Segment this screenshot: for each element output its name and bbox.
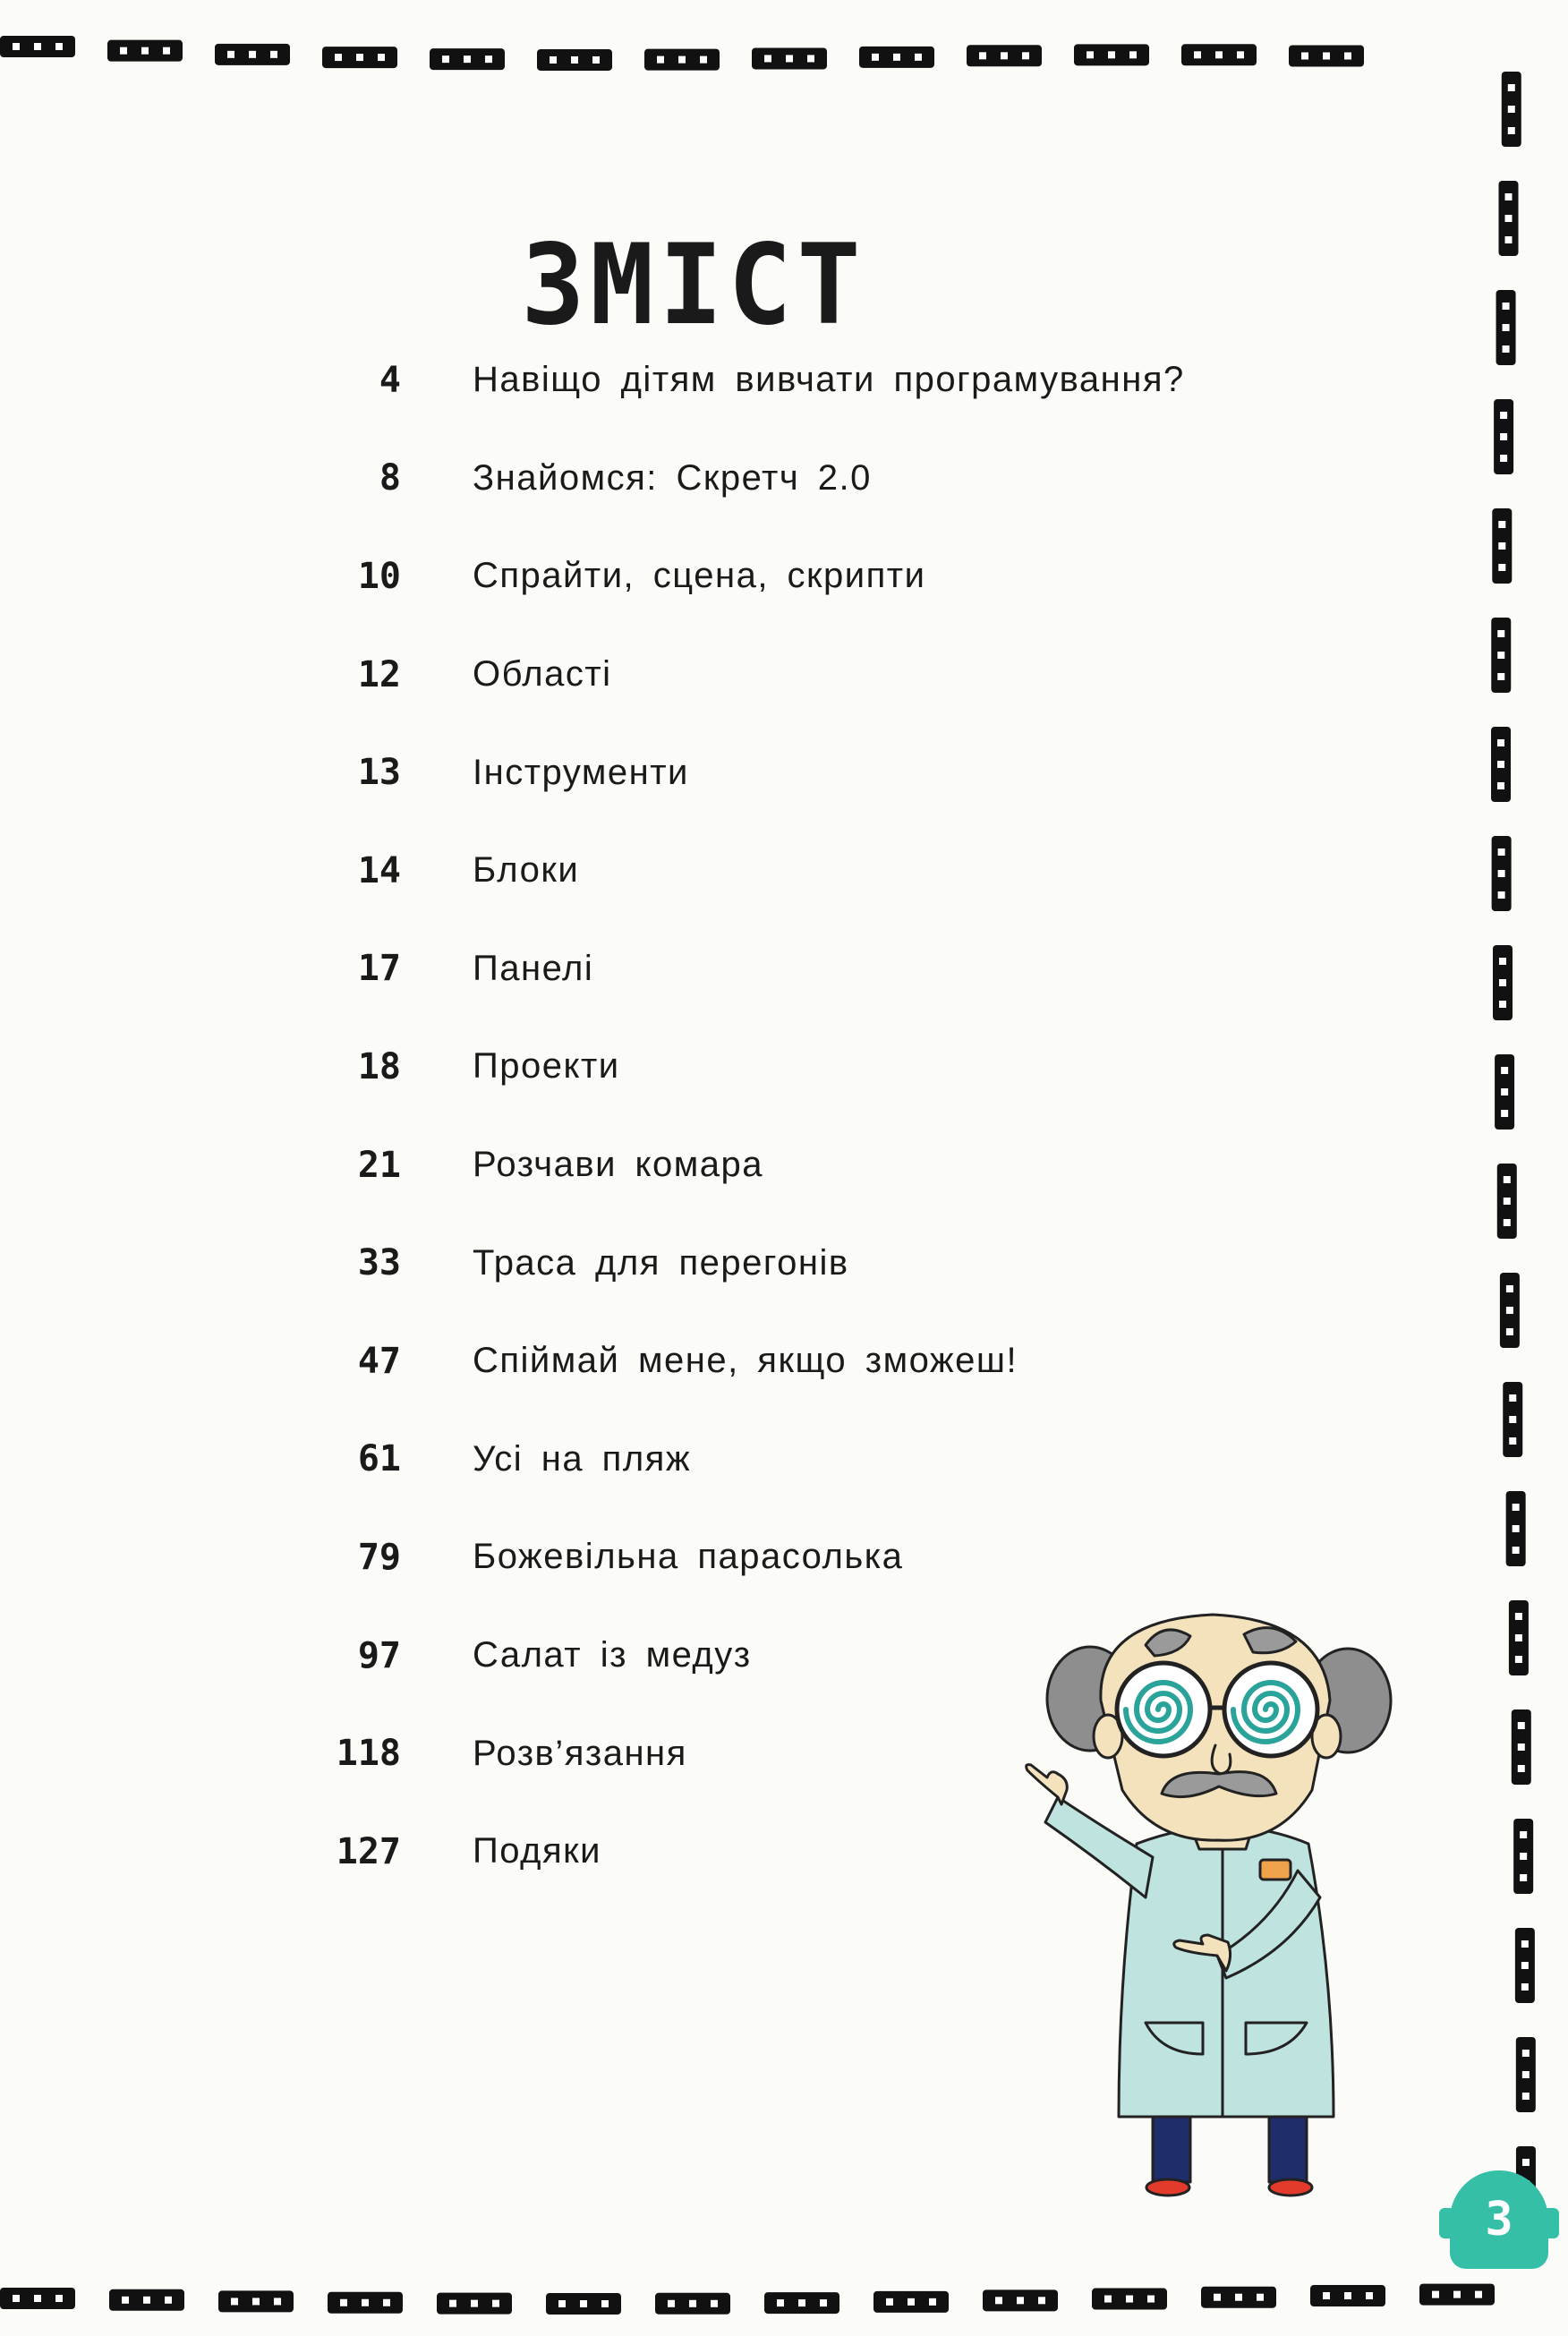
frame-segment: [109, 2289, 184, 2311]
frame-segment: [1492, 836, 1512, 911]
frame-segment: [1310, 2285, 1385, 2306]
frame-segment: [967, 45, 1042, 66]
frame-segment: [1503, 1382, 1522, 1457]
toc-row[interactable]: [322, 1312, 1217, 1411]
frame-segment: [1512, 1709, 1531, 1785]
frame-segment: [752, 47, 827, 69]
professor-shoe: [1146, 2179, 1189, 2195]
frame-segment: [107, 40, 183, 62]
toc-row[interactable]: [322, 1116, 1217, 1215]
toc-title: Усі на пляж: [473, 1438, 692, 1479]
frame-segment: [1509, 1600, 1529, 1675]
pointing-hand-icon: [1027, 1765, 1068, 1804]
toc-title: Спрайти, сцена, скрипти: [473, 556, 926, 596]
frame-segment: [1498, 181, 1518, 256]
frame-segment: [322, 47, 397, 68]
toc-page-number: 12: [357, 653, 401, 695]
toc-page-number: 8: [379, 457, 401, 499]
frame-segment: [0, 2288, 75, 2309]
toc-page-number: 14: [357, 849, 401, 891]
frame-segment: [1181, 44, 1257, 65]
toc-page-number: 4: [379, 359, 401, 401]
frame-segment: [1092, 2289, 1167, 2310]
toc-title: Знайомся: Скретч 2.0: [473, 457, 872, 498]
frame-segment: [218, 2290, 294, 2312]
frame-segment: [430, 48, 505, 70]
toc-title: Розв’язання: [473, 1733, 687, 1773]
toc-title: Салат із медуз: [473, 1635, 752, 1675]
frame-segment: [1491, 618, 1511, 693]
frame-segment: [1492, 508, 1512, 584]
badge-ear: [1543, 2208, 1559, 2238]
frame-segment: [873, 2291, 949, 2313]
toc-title: Панелі: [473, 948, 594, 988]
toc-page-number: 10: [357, 555, 401, 597]
toc-page-number: 21: [357, 1144, 401, 1186]
frame-segment: [1506, 1491, 1526, 1566]
toc-row[interactable]: [322, 1018, 1217, 1116]
page-number-badge: [1450, 2170, 1548, 2269]
frame-segment: [1502, 72, 1521, 147]
toc-page-number: 79: [357, 1536, 401, 1578]
toc-row[interactable]: [322, 1508, 1217, 1607]
toc-page-number: 13: [357, 752, 401, 794]
frame-segment: [1513, 1819, 1533, 1894]
frame-segment: [1074, 44, 1149, 65]
frame-segment: [1500, 1273, 1520, 1348]
frame-segment: [1289, 45, 1364, 66]
toc-title: Спіймай мене, якщо зможеш!: [473, 1341, 1018, 1381]
frame-segment: [764, 2292, 839, 2314]
toc-page-number: 61: [357, 1438, 401, 1480]
badge-ear: [1439, 2208, 1455, 2238]
professor-arm: [1045, 1797, 1153, 1897]
frame-segment: [1496, 290, 1516, 365]
toc-row[interactable]: [322, 1411, 1217, 1509]
toc-page-number: 17: [357, 948, 401, 990]
professor-illustration: [1011, 1602, 1459, 2211]
toc-page-number: 97: [357, 1634, 401, 1676]
frame-segment: [655, 2293, 730, 2315]
frame-segment: [1497, 1164, 1517, 1239]
professor-shoe: [1269, 2179, 1312, 2195]
toc-title: Навіщо дітям вивчати програмування?: [473, 360, 1185, 400]
toc-row[interactable]: [322, 527, 1217, 626]
toc-row[interactable]: [322, 822, 1217, 920]
frame-segment: [859, 47, 934, 68]
toc-page-number: 33: [357, 1242, 401, 1284]
toc-title: Розчави комара: [473, 1145, 763, 1185]
toc-title: Блоки: [473, 850, 580, 891]
page-number: 3: [1485, 2193, 1513, 2246]
frame-segment: [537, 49, 612, 71]
coat-logo-icon: [1260, 1860, 1291, 1880]
frame-segment: [1493, 945, 1513, 1020]
toc-row[interactable]: [322, 920, 1217, 1019]
frame-segment: [1201, 2287, 1276, 2308]
toc-title: Проекти: [473, 1046, 620, 1087]
toc-page-number: 18: [357, 1045, 401, 1087]
toc-row[interactable]: [322, 1214, 1217, 1312]
frame-segment: [1516, 2037, 1536, 2112]
frame-segment: [1515, 1928, 1535, 2003]
toc-title: Подяки: [473, 1831, 601, 1871]
frame-segment: [437, 2293, 512, 2315]
toc-page-number: 47: [357, 1340, 401, 1382]
frame-segment: [983, 2289, 1058, 2311]
frame-segment: [1491, 727, 1511, 802]
frame-segment: [644, 49, 720, 71]
frame-segment: [546, 2293, 621, 2315]
frame-segment: [328, 2292, 403, 2314]
toc-title: Інструменти: [473, 752, 689, 792]
toc-title: Божевільна парасолька: [473, 1537, 904, 1577]
toc-row[interactable]: [322, 331, 1217, 430]
toc-title: Траса для перегонів: [473, 1242, 849, 1283]
frame-segment: [1494, 399, 1513, 474]
toc-page-number: 127: [336, 1830, 401, 1872]
frame-segment: [215, 44, 290, 65]
toc-row[interactable]: [322, 626, 1217, 724]
page-title: ЗМІСТ: [521, 219, 866, 350]
toc-title: Області: [473, 654, 612, 695]
frame-segment: [1495, 1054, 1514, 1130]
toc-row[interactable]: [322, 430, 1217, 528]
toc-row[interactable]: [322, 723, 1217, 822]
frame-segment: [0, 36, 75, 57]
frame-segment: [1419, 2284, 1495, 2306]
toc-page-number: 118: [336, 1733, 401, 1775]
